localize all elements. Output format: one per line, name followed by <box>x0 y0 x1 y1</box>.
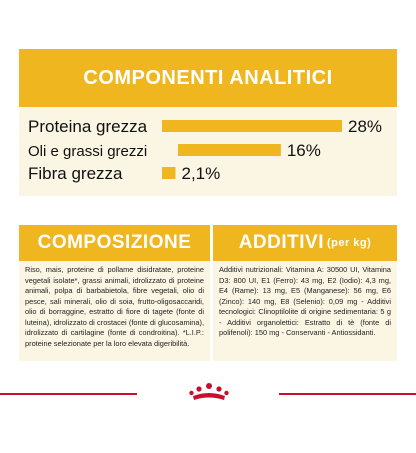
bar <box>178 144 281 156</box>
additives-panel <box>213 225 397 361</box>
analytical-title: COMPONENTI ANALITICI <box>83 66 333 89</box>
category-label: Proteina grezza <box>28 117 148 136</box>
value-label: 16% <box>286 141 321 160</box>
value-label: 2,1% <box>181 164 221 183</box>
composition-panel <box>19 225 210 361</box>
footer-line-right <box>279 393 416 395</box>
additives-text: Additivi nutrizionali: Vitamina A: 30500 UI, Vitamina D3: 800 UI, E1 (Ferro): 43 mg, E2 (Iodio): 4,3 mg, E4 (Rame): 13 mg, E5 (Manganese): 56 mg, E6 (Zinco): 140 mg, E8 (Selenio): 0,09 mg - Additivi tecnologici: Clinoptilolite di origine sedimentaria: 5 g - Additivi organolettici: Estratto di tè (fonte di polifenoli): 150 mg - Conservanti - Antiossidanti. <box>219 265 391 337</box>
additives-title: ADDITIVI <box>238 232 324 253</box>
category-label: Fibra grezza <box>28 164 123 183</box>
royal-canin-crown-icon <box>188 381 230 403</box>
footer-line-left <box>0 393 137 395</box>
value-label: 28% <box>348 117 383 136</box>
composition-title: COMPOSIZIONE <box>37 232 192 253</box>
additives-unit: (per kg) <box>326 237 372 249</box>
bar <box>162 120 342 132</box>
category-label: Oli e grassi grezzi <box>28 143 148 160</box>
additives-header <box>213 225 397 261</box>
bar <box>162 167 176 179</box>
composition-text: Riso, mais, proteine di pollame disidratate, proteine vegetali isolate*, grassi animali, idrolizzato di proteine animali, polpa di barbabietola, fibre vegetali, olio di pesce, sali minerali, olio di soia, frutto-oligosaccaridi, olio di borraggine, estratto di fiore di tagete (fonte di luteina), idrolizzato di crostacei (fonte di glucosamina), idrolizzato di cartilagine (fonte di condroitina). *L.I.P.: proteine selezionate per la loro elevata digeribilità. <box>25 265 204 348</box>
composition-header <box>19 225 210 261</box>
